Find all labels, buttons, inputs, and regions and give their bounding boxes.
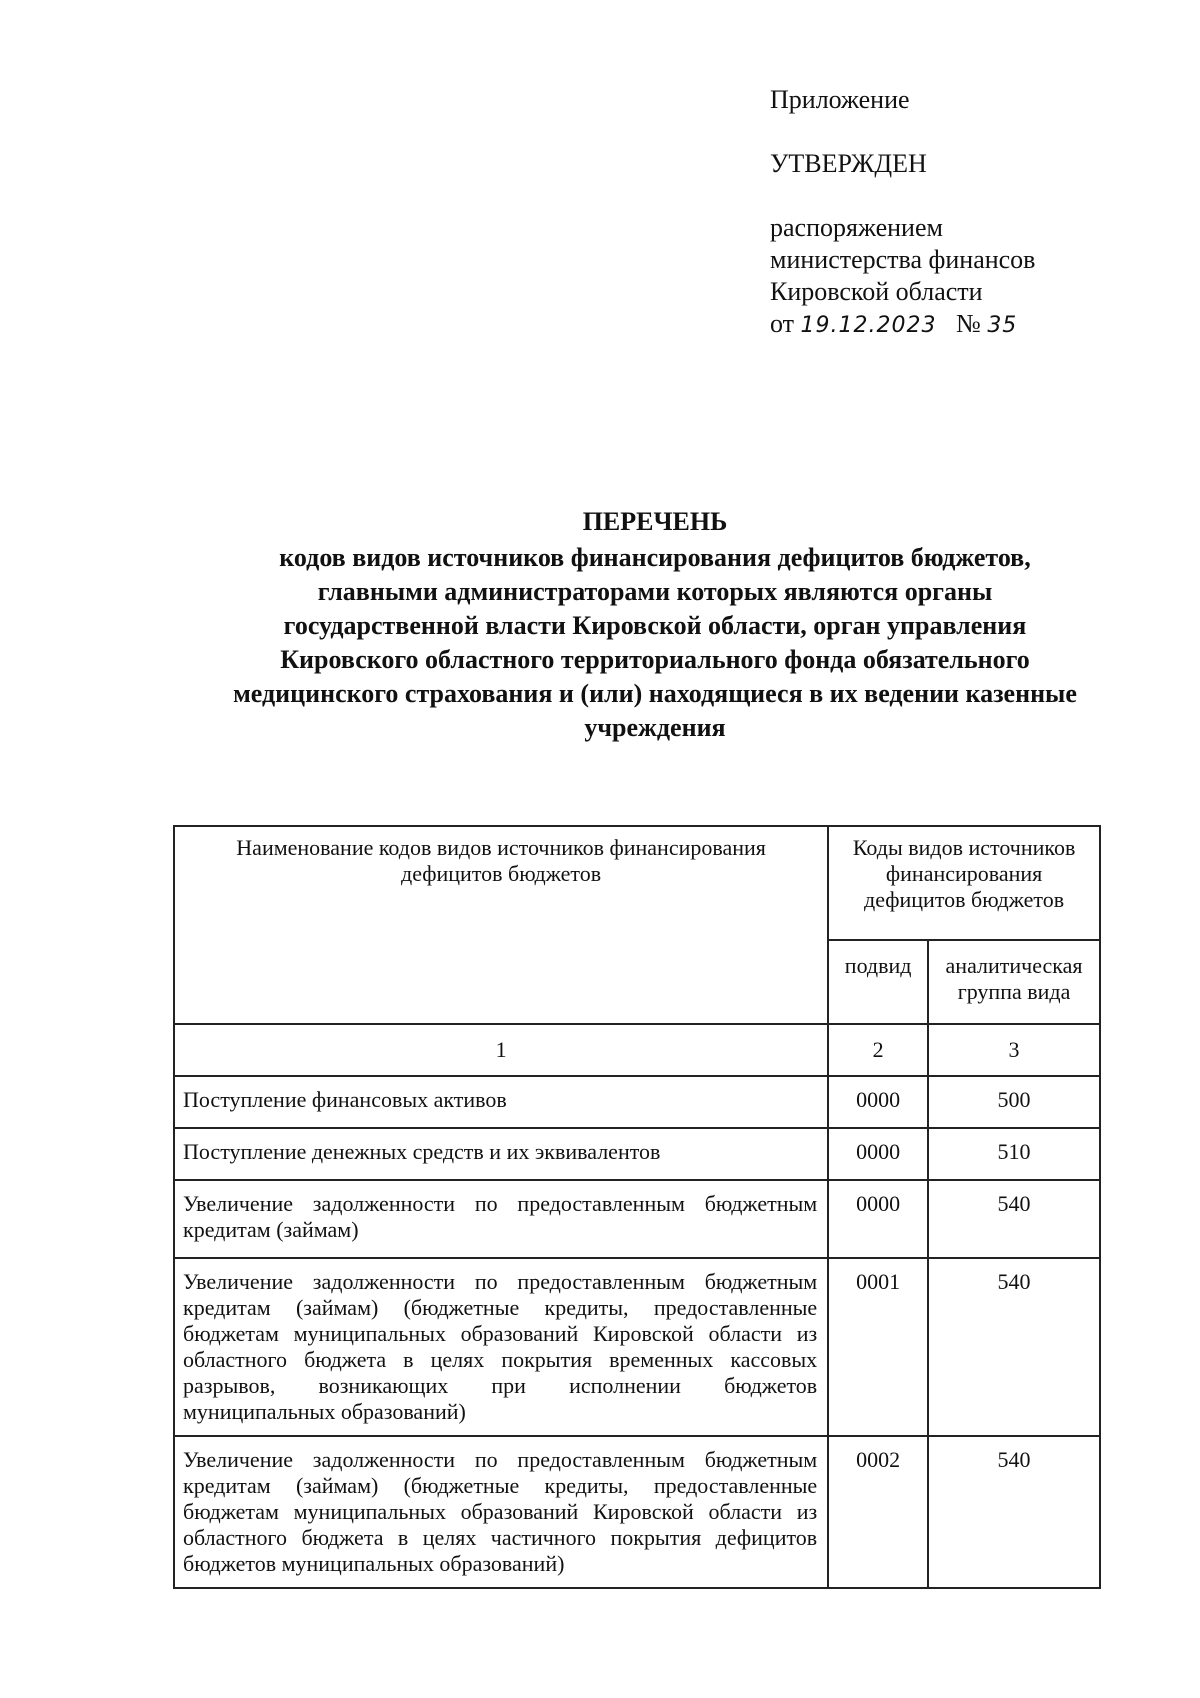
number-prefix: № xyxy=(956,309,981,338)
annex-label: Приложение xyxy=(770,85,910,114)
table-row xyxy=(174,1180,1100,1258)
row-subtype: 0002 xyxy=(828,1436,928,1588)
row-group: 540 xyxy=(928,1436,1100,1588)
row-name: Поступление денежных средств и их эквивалентов xyxy=(174,1128,828,1180)
row-subtype: 0000 xyxy=(828,1076,928,1128)
order-line-1: распоряжением xyxy=(770,213,943,242)
approval-block xyxy=(770,84,1130,342)
order-line-3: Кировской области xyxy=(770,277,983,306)
row-name: Увеличение задолженности по предоставленным бюджетным кредитам (займам) xyxy=(174,1180,828,1258)
row-subtype: 0001 xyxy=(828,1258,928,1436)
column-number-1: 1 xyxy=(174,1024,828,1076)
title-line-5: медицинского страхования и (или) находящиеся в их ведении казенные xyxy=(233,679,1077,708)
approved-label: УТВЕРЖДЕН xyxy=(770,149,927,178)
title-line-1: кодов видов источников финансирования дефицитов бюджетов, xyxy=(279,543,1031,572)
row-group: 500 xyxy=(928,1076,1100,1128)
column-number-row xyxy=(174,1024,1100,1076)
row-subtype: 0000 xyxy=(828,1180,928,1258)
order-line-2: министерства финансов xyxy=(770,245,1036,274)
row-group: 540 xyxy=(928,1258,1100,1436)
table-header-row xyxy=(174,826,1100,940)
header-codes-cell: Коды видов источников финансирования дефицитов бюджетов xyxy=(828,826,1100,940)
table-row xyxy=(174,1128,1100,1180)
row-subtype: 0000 xyxy=(828,1128,928,1180)
document-title: ПЕРЕЧЕНЬ xyxy=(582,507,728,536)
table-row xyxy=(174,1076,1100,1128)
row-name: Увеличение задолженности по предоставленным бюджетным кредитам (займам) (бюджетные кредиты, предоставленные бюджетам муниципальных образований Кировской области из областного бюджета в целях частичного покрытия дефицитов бюджетов муниципальных образований) xyxy=(174,1436,828,1588)
row-group: 510 xyxy=(928,1128,1100,1180)
header-subtype-cell: подвид xyxy=(828,940,928,1024)
header-group-cell: аналитическая группа вида xyxy=(928,940,1100,1024)
title-line-3: государственной власти Кировской области, орган управления xyxy=(283,611,1027,640)
handwritten-number: 35 xyxy=(987,313,1018,338)
table-row xyxy=(174,1436,1100,1588)
row-group: 540 xyxy=(928,1180,1100,1258)
column-number-3: 3 xyxy=(928,1024,1100,1076)
column-number-2: 2 xyxy=(828,1024,928,1076)
title-line-6: учреждения xyxy=(584,713,726,742)
document-title-block xyxy=(160,505,1150,745)
handwritten-date: 19.12.2023 xyxy=(800,313,937,338)
order-date-line xyxy=(770,308,1130,342)
header-name-cell: Наименование кодов видов источников финансирования дефицитов бюджетов xyxy=(174,826,828,1024)
codes-table xyxy=(173,825,1101,1589)
order-reference xyxy=(770,212,1130,342)
table-row xyxy=(174,1258,1100,1436)
row-name: Поступление финансовых активов xyxy=(174,1076,828,1128)
title-line-2: главными администраторами которых являются органы xyxy=(317,577,993,606)
date-prefix: от xyxy=(770,309,795,338)
title-line-4: Кировского областного территориального фонда обязательного xyxy=(280,645,1030,674)
row-name: Увеличение задолженности по предоставленным бюджетным кредитам (займам) (бюджетные кредиты, предоставленные бюджетам муниципальных образований Кировской области из областного бюджета в целях покрытия временных кассовых разрывов, возникающих при исполнении бюджетов муниципальных образований) xyxy=(174,1258,828,1436)
